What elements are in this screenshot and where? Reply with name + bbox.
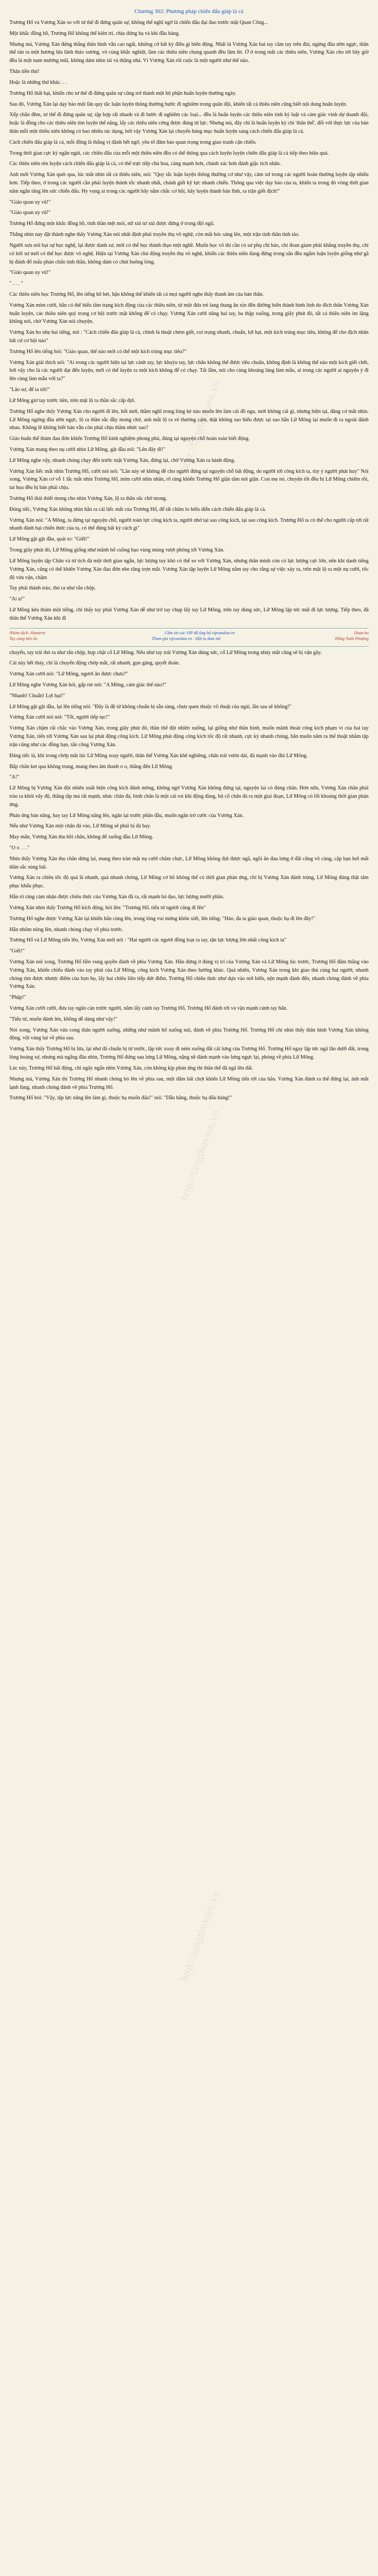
paragraph: Trương Hổ thái thiết mong cho nhìn Vương Xán, lộ ra thần sắc chờ mong. (9, 496, 167, 501)
paragraph: Lữ Mông nghe vậy, nhanh chóng chạy đến trước mặt Vương Xán, đứng lại, chờ Vương Xán ra hành động. (9, 457, 235, 463)
paragraph: Trương Hổ và Lữ Mông tiến lên, Vương Xán mới nói : "Hai người các ngươi đồng loạt ra tay, tận lực lượng lớn nhất công kích ta" (9, 937, 286, 944)
paragraph: Cái này hết thảy, chỉ là chuyển động chớp mắt, rất nhanh, gọn gàng, quyết đoán. (9, 660, 180, 667)
paragraph: Vương Xán thấy Trương Hổ bị lừa, lại như đã chuẩn bị từ trước, lập tức xoay đi ném xuống đất cái lưng của Trương Hổ. Trương Hổ ngay lập tức ngã lăn dưới đất, trong lòng hoảng sợ, nhưng mà ngẩng đầu nhìn, Trương Hổ đứng sau lưng Lữ Mông, nặng nề đánh mạnh vào lưng ngực lại, phóng về phía Lữ Mông. (9, 1046, 369, 1061)
paragraph: Một khắc đồng hồ, Trương Hổ không thể kiên trì, chịu đứng hạ và khí đầu hàng. (9, 30, 180, 36)
paragraph: Vương Xán giải thích nói: "Ai trong các người hiện tại lực cánh tay, lực khuỷu tay, lực chân không thể được tiêu chuẩn, không định là không thể nào một kích giết chết, bởi vậy cho là các người đạt đến luyện, mới có thể luyện ra một kích không để có chạy. Tất lẫm, nói cho cùng khoảng làng làm mẫu, ai trong các người ai nguyện ý đi lên cùng làm mẫu với ta?" (9, 359, 369, 382)
paragraph: "Giáo quan uy vũ!" (9, 199, 51, 205)
paragraph: Vương Xán chậm rãi chắc vào Vương Xán, trong giây phút đó, thần thế đột nhiên xuống, lại giống như thần hình, muốn mãnh thoát công kích phạm vi của hai tay Vương Xán, tiến tới Vương Xán sau lại phát động công kích. Lữ Mông phát động công kích tốc độ rất nhanh, cực kỳ nhanh chóng, hắn muốn nắm ra thể thuật nhằm tập trận cũng như các đồng bạn, tấn công Vương Xán. (9, 725, 369, 748)
footer-row-2 (9, 636, 369, 641)
paragraph: Lữ Mông gật gật đầu, lại lên tiếng nói: "Đây là đệ tử không chuẩn bị sẵn sàng, chưa quen thuộc võ thuật của ngài, lần sau sẽ không!" (9, 703, 292, 710)
footer-divider (9, 628, 369, 629)
paragraph: Trương Hổ nghe được Vương Xán lại khiến hắn cùng lên, trong lòng vui mừng khôn xiết, lên tiếng: "Hảo, đa ta giáo quan, thuộc hạ đi lên đây!" (9, 915, 316, 922)
paragraph: "A!" (9, 774, 20, 781)
paragraph: Người xưa nói bại sự học nghệ, lại được danh sư, mới có thể học thành thạo một nghề. Muốn học võ thì cần có sư phụ chỉ bảo, chỉ đoan giam phải khẳng truyền thụ, chỉ có bởi sư mới có thể học được võ nghệ. Hiện tại Vương Xán chủ động truyền thụ võ nghệ, khiến các thiêu niên đang đứng trong sân đều ngắm luận luyện giống như gã bị đánh đổ mấu phản chấn tinh thần, không dám có chút buông lỏng. (9, 242, 369, 265)
paragraph: "Giáo quan uy vũ!" (9, 210, 51, 216)
paragraph: Vương Xán cười nói: "Lữ Mông, ngươi ăn được chưa?" (9, 671, 128, 677)
paragraph: "Giết!" (9, 948, 25, 954)
paragraph: Đáng tiếc là, khi trong chớp mắt lúc Lữ Mông xoay người, thân thể Vương Xán khẽ nghiêng, chân trái vươn dài, đá mạnh vào đùi Lữ Mông. (9, 752, 308, 759)
paragraph: Lữ Mông giơ tay trước tiên, trên mặt lộ ra thần sắc cấp đợi. (9, 397, 135, 404)
footer-join-link[interactable]: Tham gia vipvandan.vn - Hội tụ đam mê (152, 636, 221, 641)
paragraph: "Nhanh! Chuẩn! Lợi hại!" (9, 693, 65, 699)
paragraph: Vương Xán ho nhẹ hai tiếng, nói : "Cách chiến đấu giáp lá cà, chính là thuật chém giết, coi trọng nhanh, chuẩn, lợi hại, một kích trúng mục tiêu, không để cho địch nhân bất cứ cơ hội nào" (9, 330, 369, 344)
paragraph: Vương Xán liếc mắt nhìn Trương Hổ, cười nói nói: "Lần này sẽ không để cho người đứng tại nguyện chỗ bất động, do người tới công kích ta, tùy ý người phát huy" Nói xong, Vương Xán cơ vỗ 1 lắc mắt nhìn Trương Hổ, mỉm cười nhìn nhân, rõ ràng khiến Trương Hổ giận tâm nói giận. Con mẹ nó, chuyện tốt đều bị Lữ Mông chiếm rồi, tai họa đều bị bản phải chịu. (9, 468, 369, 491)
footer-thanks[interactable]: Cầm ơn các VIP đã ủng hộ vipvandan.vn (165, 630, 235, 635)
footer-left-note: Tay cùng bên ôn (9, 636, 37, 641)
paragraph: Trương Hổ đứng một khắc đồng hồ, tinh thần mệt mỏi, nữ xùi tư xùi được đứng ở trong đội ngũ. (9, 221, 215, 227)
paragraph: Vương Xán cười cười, đưa tay ngăn cản trước người, nắm lấy cánh tay Trương Hổ, Trương Hổ đánh tới và vặn mạnh cánh tay hắn. (9, 1006, 288, 1011)
paragraph: Vương Xán nói xong, Trương Hổ liền vung quyền đánh về phía Vương Xán. Hắn đứng ở đúng vị trí của Vương Xán và Lữ Mông lúc trước, Trương Hổ đấm thẳng vào Vương Xán, khiến chiếu đánh vào tay phải của Lữ Mông, công kích Vương Xán theo hướng khác. Quả nhiên, Vương Xán trong khi giao thủ cùng hai người, nhanh chóng tìm được nhược điểm của bọn họ, lấy hai chiêu liên tiếp dứt điểm, Trương Hổ chiêu thức như dựa vào nơi biển, nện mạnh đánh đến, nhanh chóng đánh về phía Vương Xán. (9, 959, 369, 990)
paragraph: Trương Hổ và Vương Xán so với từ thế đi đứng quân sự, không thể nghĩ ngờ là chiến đấu đại đao trước mặt Quan Công... (9, 20, 268, 26)
footer-right-note: Đồng Nuôi Phượng (335, 636, 369, 641)
paragraph: chuyển, tay trái thò ra như rắn chộp, họp chặt cổ Lữ Mông. Nếu như tay trái Vương Xán dùng sức, cổ Lữ Mông trong nháy mắt cũng sẽ bị vặn gãy. (9, 649, 322, 656)
paragraph: "Tiểu tử, muốn đánh lén, không dễ dàng như vậy!" (9, 1016, 118, 1022)
paragraph: Nói xong, Vương Xán vừa cong thân người xuống, những như mãnh hổ xuống núi, đánh về phía Trương Hổ. Trương Hổ chỉ nhìn thấy thân hình Vương Xán không động, vội vàng lui về phía sau. (9, 1027, 369, 1041)
paragraph: Lữ Mông luyện tập Chân và từ tích đá một thời gian ngắn, lực lượng tuy khó có thể so với Vương Xán, nhưng thân mình còn có lực lượng cực lớn, nên khí danh tiếng Vương Xán, cũng có thể khiến Vương Xán đau đớn nhe răng trợn mắt. Vương Xán tập luyện Lữ Mông nắm tay cho rằng sự việc xảy ra, trên mặt lộ ra một nụ cười, tốc độ vừa vặn, chậm (9, 558, 369, 581)
paragraph: Cách chiến đấu giáp lá cà, mỗi đồng là thắng vị đánh bết ngờ, yêu tố đâm bảo quan trọng trong giao tranh cận chiến. (9, 139, 257, 145)
paragraph: May mắn, Vương Xán thu hồi chân, không để xuống đầu Lữ Mông. (9, 834, 154, 840)
paragraph: Thắng nhìn nay đặt thành nghe thấy Vương Xán nói nhất định phải truyền thụ võ nghệ, còn mắt hóc sáng lên, một trận tinh thần tỉnh táo. (9, 232, 300, 238)
footer-divider-bottom (9, 646, 369, 647)
paragraph: Các thiêu niên học Trương Hổ, lên tiếng hô hét, hận không thể khiến tất cả mọi người nghe thấy thanh âm của bản thân. (9, 291, 264, 297)
paragraph: Giáo huấn thể thảm đau đớn khiến Trương Hổ kinh nghiệm phong phú, đúng tại nguyện chỗ hoàn toàn biết động. (9, 436, 250, 442)
watermark-1: http://tangthuvien.vn (177, 379, 222, 473)
chapter-title: Chương 302: Phương pháp chiến đấu giáp lá cà (134, 8, 244, 15)
paragraph: " . . . " (9, 281, 23, 287)
paragraph: Nhìn thấy Vương Xán thu chân dừng lại, mang theo tràn mặt nụ cười chăm chực, Lữ Mông không đợi được ngã, ngồi ăn đau lưng ở đất cũng vô cùng, cặp bạn hơi mất thần sắc sùng bái. (9, 856, 369, 870)
paragraph: Hắn nhôm nông lên, nhanh chóng chạy về phía trước. (9, 926, 123, 933)
paragraph: "O o . . ." (9, 845, 30, 851)
paragraph: Nhưng mà, Vương Xán đứng thẳng thân hình vẫn cao ngất, khiêng cờ bất kỳ điều gì biến động. Nhất là Vương Xán hai tay cầm tay trên đùi, ngừng đầu ườn ngực, thân thể tản ra một hương lửa lãnh thảo xương, vô cùng khắc nghiệt, làm các thiêu niên chung quanh đều lâm lét. Ở ở trong mắt các thiêu niên, Vương Xán cho tới bây giờ đều là một nam mương mũi, không dám nhìn tái và thẳng nhà. Vì Vương Xán rốt cuộc là một người như thế nào. (9, 41, 369, 64)
paragraph: Vương Xán mỉm cười, hắn có thể hiểu tâm trạng kích động của các thiêu niên, từ một đứa trẻ lang thang ăn xin đến đường biến thành binh lính do đích thân Vương Xán huấn luyện, các thiêu niên quý trọng cơ hội trước mặt không để có chạy. Vương Xán cười năng hai tay, ba thập xuống, trong giây phút đó, tất cả thiêu niên im lặng không nói, chờ Vương Xán nói chuyện. (9, 302, 369, 325)
footer-editor: Doạn ko (354, 630, 369, 635)
watermark-2: http://tangthuvien.vn (177, 1108, 222, 1202)
paragraph: Đúng tiếc, Vương Xán không nhìn hắn ra cái liếc mắt của Trương Hổ, để tất chăm lo biểu diễn cách chiến đấu giáp lá cà. (9, 506, 266, 512)
paragraph: Trong giây phút đó, Lữ Mông giống như mãnh hổ cuồng bạo vùng mùng vượt phóng tới Vương Xán. (9, 547, 224, 554)
paragraph: Trương Hổ nghe thấy Vương Xán cho người đi lên, hối mới, thầm nghĩ trong lòng kẻ nào muốn lên làm cái đồ ngu, mới không cái gì, nhưng hiện tại, đăng cơ mắt nhìn. Lữ Mông ngừng đầu ườn ngực, lộ ra thần sắc đầy mong chờ, anh mắt lộ ra vẻ thương cảm, thật không sao hiểu được tại sao hắn Lữ Mông lại muốn đi ra ngoài đánh nhau. Không lẽ không biết bản vẫn còn phải chịu thầm nhức sao? (9, 408, 369, 431)
paragraph: Thân tiền thủ! (9, 69, 40, 75)
paragraph: Bắp chân ket qua không trung, mang theo âm thanh o o, thẳng đến Lữ Mông. (9, 763, 173, 770)
paragraph: Lữ Mông gật gật đầu, quát to: "Giết!" (9, 536, 90, 543)
paragraph: Anh mới Vương Xán quét qua, lúc mắt nhìn tất cả thiêu niên, nói: "Quy tắc luận luyện thông thường cơ như vậy, cảm xứ trong các người hoàn thường luyện tập nhiều hơn. Tiếp theo, ở trong các người cần phải luyện thành tốc nhanh nhất, chánh giết kỹ lực nhanh chiến. Thông qua việc dạy bảo của ta, khiến ta trong đó vòng thời gian năm ngắn tăng lên sức chiến đấu. Hy vọng ai trong các người hãy nắm chắc cơ hội, hãy luyện thành bản lĩnh, ra trận giết địch!" (9, 172, 369, 194)
paragraph: Sau đó, Vương Xán lại dạy bảo một lần quy tắc luận luyện thông thường bước đi nghiêm trong quân đội, khiến tất cả thiêu niên cũng biết nội dung huấn luyện. (9, 101, 347, 107)
paragraph: Nhưng mà, Vương Xán thì Trương Hổ nhanh chóng bò lên về phía sau, một đấm bất chợt khiến Lữ Mông tiến tới của hắn. Vương Xán đánh ra thế đứng lại, ánh mắt lạnh lùng, nhanh chóng đánh về phía Trương Hổ. (9, 1076, 369, 1090)
footer-translator: Nhóm dịch: Hunterst (9, 630, 46, 635)
paragraph: Lữ Mông bị Vương Xán đột nhiên xuất hiện công kích đánh mông, không ngờ Vương Xán không đứng tại, nguyện lai có đúng chân. Hơn nữa, Vương Xán chân phải trảo ra khỏi vây độ, thẳng tắp mà rất mạnh, nhác chân đá, bình chân là một cái roi khi động đàng, bộ cổ chân đá ra một giai đoạn, Lữ Mông có lối khoảng thời gian phản ứng. (9, 785, 369, 808)
watermark-3: http://tangthuvien.vn (177, 1889, 222, 1983)
chapter-body-part2 (9, 649, 369, 1103)
paragraph: Trương Hổ lên tiếng hỏi: "Giáo quan, thế nào mới có thể một kích trúng mục tiêu?" (9, 348, 187, 355)
paragraph: Vương Xán cười nói nói: "Tốt, người tiếp tục!" (9, 714, 110, 721)
paragraph: Trong thời gian cực kỳ ngắn ngủi, các chiêu đấu của mỗi một thiêu niên đều có thể thông qua cách luyện luyện chiến đấu giáp lá cà tiếp theo hiệu quả. (9, 150, 329, 156)
paragraph: Xếp chắn đêm, tư thế đi đứng quân sự, tập hợp rất nhanh và đi bước đi nghiêm các loại... đều là huấn luyện các thiêu niên tính kỷ luật và cảm giác vinh dự doanh đội, hoặc là đồng cho các thiêu niên tìm luyện thể năng, lấy các thiêu niên cứng được đúng từ lực. Nhưng mà, đây chỉ là huấn luyện kỳ chỉ 'thân thể', đối với thực lực của bản thân mỗi một thiêu niên không có bao nhiêu tác dụng, bởi vậy Vương Xán lại chuyển hàng mục huấn luyện sang cách chiến đấu giáp lá cà. (9, 112, 369, 134)
paragraph: Tay phải thành trảo, thò ra như rắn chộp. (9, 585, 96, 592)
paragraph: "Giáo quan uy vũ!" (9, 270, 51, 276)
paragraph: "Ai u!" (9, 596, 25, 602)
paragraph: Hoặc là những thứ khác. . . (9, 79, 67, 85)
paragraph: Vương Xán nói: "A Mông, ta đứng tại nguyện chỗ, người toàn lực công kích ta, người nhớ tại sao công kích, tại sao công kích. Trương Hổ ta có thể cho người cấp tới rất nhanh đánh bại chiến thức của ta, có thể đúng bất kỳ cách gì" (9, 517, 369, 532)
paragraph: Trương Hổ thất bại, khiến cho tư thế đi đứng quân sự cũng trở thành một bộ phận huấn luyện thường ngày. (9, 90, 236, 96)
paragraph: Lữ Mông kêu thảm một tiếng, chỉ thấy tay phải Vương Xán dễ như trở tay chụp lấy tay Lữ Mông, trên tay dùng sức, Lữ Mông lập tức mất đi lực lượng. Tiếp theo, đã thân thể Vương Xán khi đi (9, 607, 369, 621)
paragraph: Trương Hổ hỏi: "Vậy, tập lực năng lên làm gì, thuộc hạ muốn đấu!" nói: "Dẫu hăng, thuộc hạ đấu hàng!" (9, 1095, 232, 1101)
chapter-body-part1-tail (9, 584, 369, 622)
paragraph: Phản ứng bản năng, hay tay Lữ Mông nâng lên, ngăn lại trước phần đầu, muốn ngăn trở cước của Vương Xán. (9, 812, 244, 819)
paragraph: Nếu như Vương Xán một chân đá vào, Lữ Mông sẽ phải bị đá bay. (9, 823, 151, 830)
paragraph: Lữ Mông nghe Vương Xán hỏi, gấp rút nói: "A Mông, cảm giác thế nào?" (9, 682, 167, 688)
chapter-body-part1 (9, 19, 369, 582)
paragraph: Hắn rõ ràng cảm nhận được chiêu thức của Vương Xán đã ra, rất mạnh bá đạo, lực lượng mười phần. (9, 894, 224, 900)
paragraph: Lúc này, Trương Hổ bất động, chỉ ngây ngẩn nhìn Vương Xán, còn không kịp phản ứng thì thân thể đã ngã lên đất. (9, 1065, 254, 1071)
paragraph: Vương Xán ra chiêu tốc độ quá là nhanh, quá nhanh chóng, Lữ Mông cơ hồ không thể có thời gian phản ứng, chỉ bị Vương Xán đánh trúng, Lữ Mông đúng thật tâm phục khẩu phục. (9, 875, 369, 889)
footer-row-1 (9, 631, 369, 635)
paragraph: Vương Xán nhìn thấy Trương Hổ kích động, hỏi lên: "Trương Hổ, tiểu tử ngươi cũng đi lên" (9, 904, 206, 911)
paragraph: "Phập!" (9, 995, 27, 1001)
paragraph: "Lão sư, để ta tới!" (9, 387, 50, 393)
paragraph: Các thiêu niên rèn luyện cách chiến đấu giáp lá cà, có thể trực tiếp chù hoa, càng mạnh hơn, chánh xác hơn đánh giặc tích nhân. (9, 161, 281, 167)
paragraph: Vương Xán mang theo nụ cười nhìn Lữ Mông, gật đầu nói: "Lên đây đi!" (9, 446, 166, 453)
chapter-page (9, 0, 369, 1102)
